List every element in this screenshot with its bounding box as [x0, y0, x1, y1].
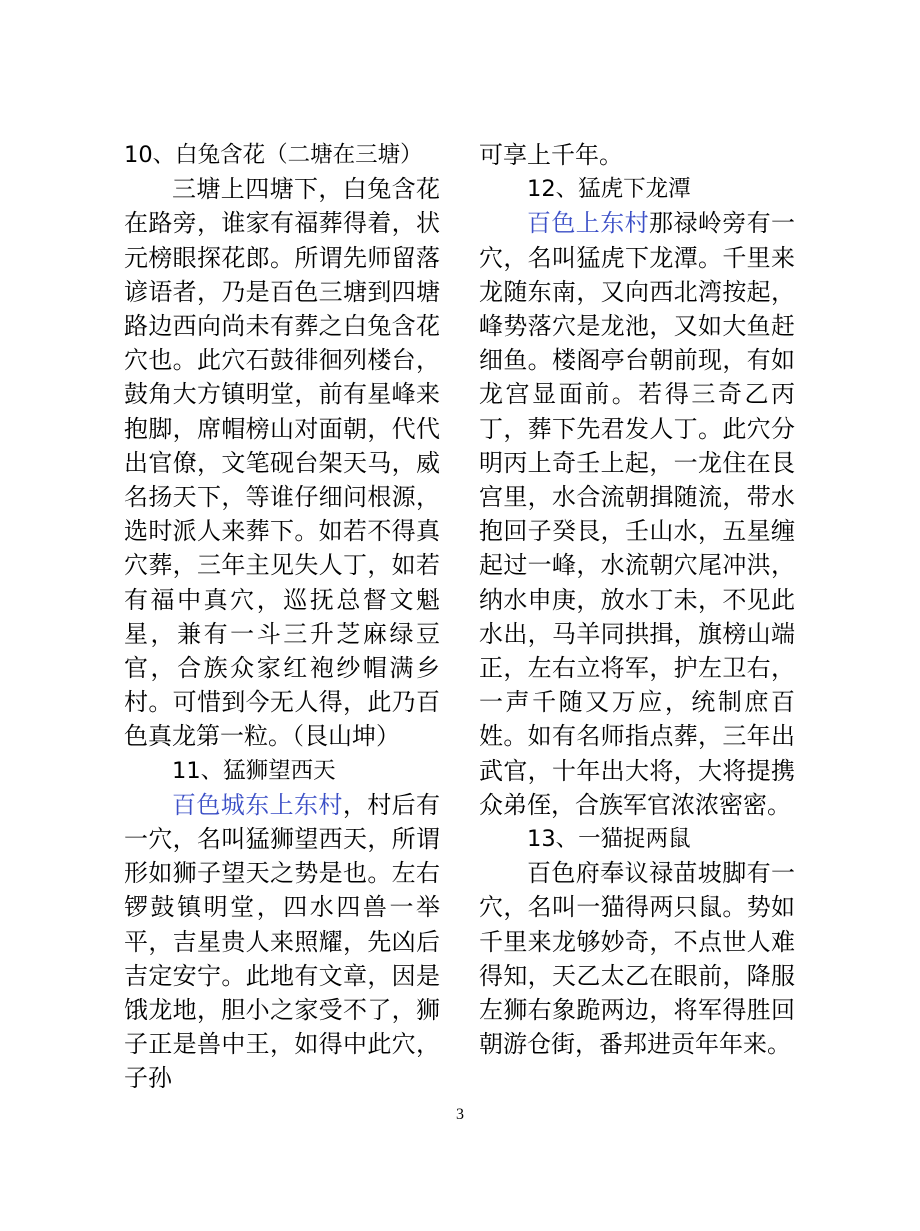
section-11-place-link[interactable]: 百色城东上东村: [172, 790, 343, 819]
section-13-body: 百色府奉议禄苗坡脚有一穴，名叫一猫得两只鼠。势如千里来龙够妙奇，不点世人难得知，天乙太乙在眼前，降服左狮右象跪两边，将军得胜回朝游仓街，番邦进贡年年来。: [479, 859, 795, 1059]
section-12-text: 那禄岭旁有一穴，名叫猛虎下龙潭。千里来龙随东南，又向西北湾按起，峰势落穴是龙池，又如大鱼赶细鱼。楼阁亭台朝前现，有如龙宫显面前。若得三奇乙丙丁，葬下先君发人丁。此穴分明丙上奇壬上起，一龙住在艮宫里，水合流朝揖随流，带水抱回子癸艮，壬山水，五星缠起过一峰，水流朝穴尾冲洪，纳水申庚，放水丁未，不见此水出，马羊同拱揖，旗榜山端正，左右立将军，护左卫右，一声千随又万应，统制庶百姓。如有名师指点葬，三年出武官，十年出大将，大将提携众弟侄，合族军官浓浓密密。: [479, 209, 795, 819]
left-column: [124, 138, 440, 1096]
section-12-body: [479, 206, 795, 822]
right-column: [479, 138, 795, 1061]
section-12-title: 12、猛虎下龙潭: [527, 176, 691, 203]
section-10-title-note: （二塘在三塘）: [265, 142, 423, 168]
section-13-title: 13、一猫捉两鼠: [527, 826, 691, 853]
section-10-heading: [124, 138, 440, 172]
section-11-title: 11、猛狮望西天: [172, 757, 336, 784]
section-11-text: ，村后有一穴，名叫猛狮望西天，所谓形如狮子望天之势是也。左右锣鼓镇明堂，四水四兽一举平，吉星贵人来照耀，先凶后吉定安宁。此地有文章，因是饿龙地，胆小之家受不了，狮子正是兽中王，如得中此穴，子孙: [124, 790, 441, 1093]
page-number: 3: [456, 1106, 464, 1123]
section-10-body: 三塘上四塘下，白兔含花在路旁，谁家有福葬得着，状元榜眼探花郎。所谓先师留落谚语者，乃是百色三塘到四塘路边西向尚未有葬之白兔含花穴也。此穴石鼓徘徊列楼台，鼓角大方镇明堂，前有星峰来抱脚，席帽榜山对面朝，代代出官僚，文笔砚台架天马，威名扬天下，等谁仔细问根源，选时派人来葬下。如若不得真穴葬，三年主见失人丁，如若有福中真穴，巡抚总督文魁星，兼有一斗三升芝麻绿豆官，合族众家红袍纱帽满乡村。可惜到今无人得，此乃百色真龙第一粒。（艮山坤）: [124, 175, 440, 751]
section-11-body: [124, 788, 440, 1096]
section-10-title: 10、白兔含花: [124, 142, 266, 168]
section-11-continued: 可享上千年。: [479, 141, 623, 169]
section-12-place-link[interactable]: 百色上东村: [527, 209, 649, 238]
